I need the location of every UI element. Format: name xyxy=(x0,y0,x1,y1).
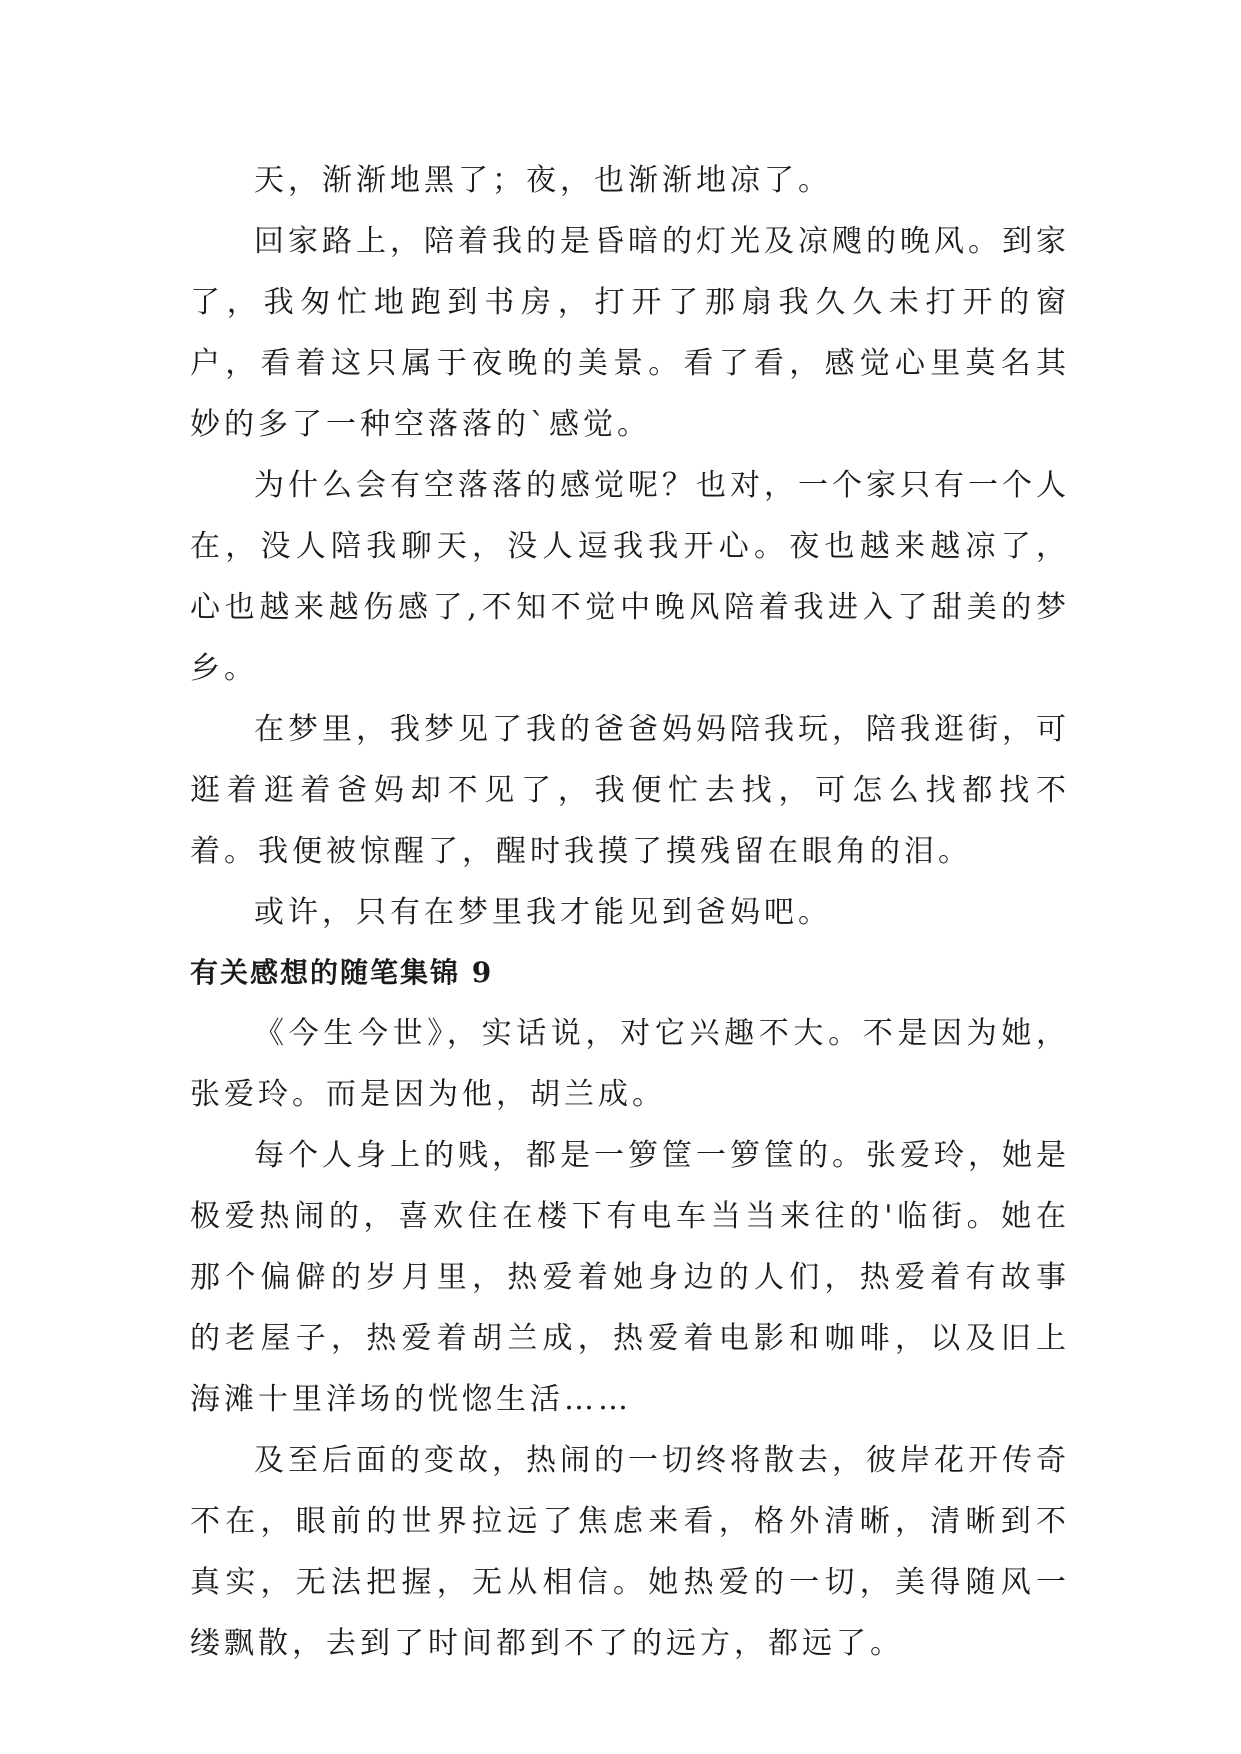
section-heading: 有关感想的随笔集锦 9 xyxy=(190,956,494,989)
paragraph: 回家路上，陪着我的是昏暗的灯光及凉飕的晚风。到家了，我匆忙地跑到书房，打开了那扇我久久未打开的窗户，看着这只属于夜晚的美景。看了看，感觉心里莫名其妙的多了一种空落落的`感觉。 xyxy=(190,224,1070,442)
paragraph: 天，渐渐地黑了；夜，也渐渐地凉了。 xyxy=(254,163,832,198)
paragraph: 为什么会有空落落的感觉呢？也对，一个家只有一个人在，没人陪我聊天，没人逗我我开心。夜也越来越凉了，心也越来越伤感了,不知不觉中晚风陪着我进入了甜美的梦乡。 xyxy=(190,468,1070,686)
paragraph: 或许，只有在梦里我才能见到爸妈吧。 xyxy=(254,895,832,930)
paragraph: 及至后面的变故，热闹的一切终将散去，彼岸花开传奇不在，眼前的世界拉远了焦虑来看，格外清晰，清晰到不真实，无法把握，无从相信。她热爱的一切，美得随风一缕飘散，去到了时间都到不了的远方，都远了。 xyxy=(190,1443,1070,1661)
paragraph: 在梦里，我梦见了我的爸爸妈妈陪我玩，陪我逛街，可逛着逛着爸妈却不见了，我便忙去找，可怎么找都找不着。我便被惊醒了，醒时我摸了摸残留在眼角的泪。 xyxy=(190,712,1070,869)
document-page xyxy=(190,150,1070,1674)
paragraph: 每个人身上的贱，都是一箩筐一箩筐的。张爱玲，她是极爱热闹的，喜欢住在楼下有电车当当来往的'临街。她在那个偏僻的岁月里，热爱着她身边的人们，热爱着有故事的老屋子，热爱着胡兰成，热爱着电影和咖啡，以及旧上海滩十里洋场的恍惚生活…… xyxy=(190,1138,1070,1417)
paragraph: 《今生今世》，实话说，对它兴趣不大。不是因为她，张爱玲。而是因为他，胡兰成。 xyxy=(190,1016,1070,1112)
